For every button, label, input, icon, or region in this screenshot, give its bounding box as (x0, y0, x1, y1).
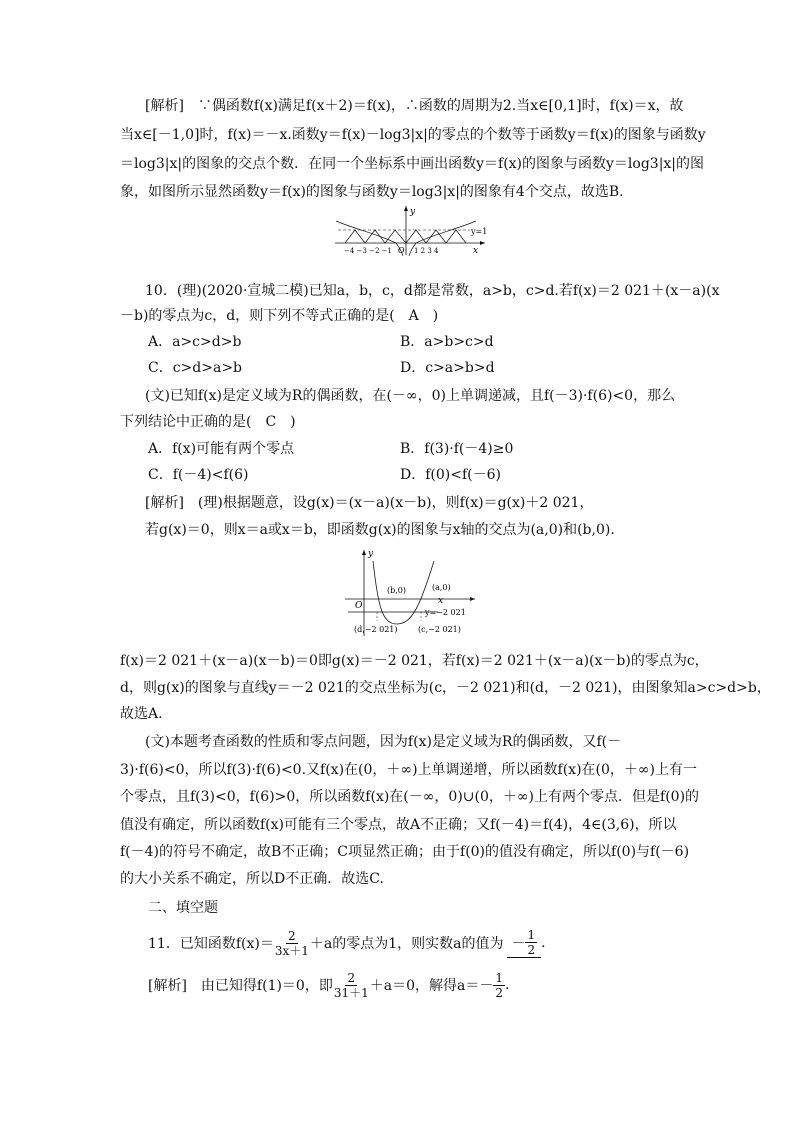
graph1-y-label: y (410, 207, 416, 217)
graph2-c-point: (c,−2 021) (418, 625, 461, 634)
q10w-option-c: C．f(－4)<f(6) (148, 467, 249, 483)
analysis11-text1: [解析] 由已知得f(1)＝0，即 (148, 978, 333, 994)
graph2-y-label: y (368, 549, 374, 559)
graph1-pos-ticks: 1 2 3 4 (414, 247, 439, 255)
q11-frac-den: 3x＋1 (274, 943, 309, 958)
q10w-option-d: D．f(0)<f(－6) (400, 467, 501, 483)
section-heading: 二、填空题 (148, 900, 218, 916)
graph1-x-label: x (473, 246, 479, 256)
analysis11-frac-den: 31＋1 (333, 985, 369, 1000)
q11-period: . (541, 935, 546, 951)
analysis10w-line4: 值没有确定，所以函数f(x)可能有三个零点，故A不正确；又f(－4)＝f(4)，4∈(3,6)，所以 (120, 817, 677, 833)
q10-stem-line1: 10．(理)(2020·宣城二模)已知a，b，c，d都是常数，a>b，c>d.若f(x)＝2 021＋(x－a)(x (145, 283, 720, 299)
analysis9-line1: [解析] ∵偶函数f(x)满足f(x＋2)＝f(x)，∴函数的周期为2.当x∈[0,1]时，f(x)＝x，故 (145, 98, 684, 114)
analysis11-ans-den: 2 (495, 985, 503, 1000)
analysis11-text2: ＋a＝0，解得a＝－ (369, 978, 494, 994)
graph2-a-point: (a,0) (432, 583, 451, 592)
graph2-d-point: (d,−2 021) (354, 625, 398, 634)
graph1-line-label: y=1 (471, 227, 488, 236)
q11-answer-num: 1 (527, 928, 536, 942)
analysis11-fraction (334, 971, 369, 1000)
analysis11-answer-fraction (493, 971, 505, 1000)
q11-answer-blank (507, 928, 541, 958)
analysis10w-line3: 个零点，且f(3)<0，f(6)>0，所以函数f(x)在(－∞，0)∪(0，＋∞)上有两个零点．但是f(0)的 (120, 789, 700, 805)
analysis11 (148, 968, 509, 1002)
analysis11-period: . (505, 977, 510, 993)
q10-option-c: C．c>d>a>b (148, 360, 243, 376)
q11-frac-num: 2 (288, 928, 296, 943)
q11-fraction (275, 929, 309, 958)
analysis11-frac-num: 2 (347, 970, 356, 985)
q10w-stem-line2: 下列结论中正确的是( C ) (120, 414, 296, 430)
graph2-origin: O (355, 601, 363, 611)
graph-periodic-function (330, 203, 490, 258)
q10w-stem-line1: (文)已知f(x)是定义域为R的偶函数，在(－∞，0)上单调递减，且f(－3)·f(6)<0，那么 (145, 388, 676, 404)
q10-stem-line2: －b)的零点为c，d，则下列不等式正确的是( A ) (120, 308, 439, 324)
q10-option-a: A．a>c>d>b (148, 334, 242, 350)
q10w-option-a: A．f(x)可能有两个零点 (148, 441, 295, 457)
analysis9-line3: ＝log3|x|的图象的交点个数．在同一个坐标系中画出函数y＝f(x)的图象与函数y＝log3|x|的图 (120, 156, 705, 172)
graph2-b-point: (b,0) (387, 586, 406, 595)
analysis10w-line6: 的大小关系不确定，所以D不正确．故选C. (120, 871, 384, 887)
q11-text2: ＋a的零点为1，则实数a的值为 (309, 936, 504, 952)
q11-text1: 11．已知函数f(x)＝ (148, 936, 274, 952)
q10w-option-b: B．f(3)·f(－4)≥0 (400, 441, 514, 457)
graph2-x-label: x (438, 596, 444, 606)
analysis10b-line3: 故选A. (120, 706, 163, 722)
analysis10b-line2: d，则g(x)的图象与直线y＝－2 021的交点坐标为(c，－2 021)和(d，－2 021)，由图象知a>c>d>b， (120, 680, 771, 696)
q11-answer-fraction (525, 928, 537, 957)
graph-parabola (340, 546, 485, 638)
analysis9-line4: 象，如图所示显然函数y＝f(x)的图象与函数y＝log3|x|的图象有4个交点，故选B. (120, 184, 624, 200)
analysis10w-line1: (文)本题考查函数的性质和零点问题，因为f(x)是定义域为R的偶函数，又f(－ (145, 734, 622, 750)
analysis10w-line2: 3)·f(6)<0，所以f(3)·f(6)<0.又f(x)在(0，＋∞)上单调递增，所以函数f(x)在(0，＋∞)上有一 (120, 762, 698, 778)
analysis11-ans-num: 1 (495, 970, 503, 985)
analysis10w-line5: f(－4)的符号不确定，故B不正确；C项显然正确；由于f(0)的值没有确定，所以f(0)与f(－6) (120, 844, 690, 860)
analysis10-line1: [解析] (理)根据题意，设g(x)＝(x－a)(x－b)，则f(x)＝g(x)＋2 021， (145, 495, 594, 511)
graph1-neg-ticks: −4 −3 −2 −1 (344, 247, 392, 255)
q10-option-d: D．c>a>b>d (400, 360, 495, 376)
q11-answer-sign: － (511, 935, 526, 952)
q11-answer-den: 2 (527, 943, 536, 957)
analysis10-line2: 若g(x)＝0，则x＝a或x＝b，即函数g(x)的图象与x轴的交点为(a,0)和(b,0)． (145, 522, 625, 538)
graph1-origin: O (398, 246, 405, 255)
q11-stem (148, 926, 546, 960)
graph2-line-label: y=−2 021 (425, 608, 466, 617)
analysis9-line2: 当x∈[－1,0]时，f(x)＝－x.函数y＝f(x)－log3|x|的零点的个数等于函数y＝f(x)的图象与函数y (120, 127, 706, 143)
analysis10b-line1: f(x)＝2 021＋(x－a)(x－b)＝0即g(x)＝－2 021，若f(x)＝2 021＋(x－a)(x－b)的零点为c， (120, 653, 709, 669)
q10-option-b: B．a>b>c>d (400, 334, 494, 350)
